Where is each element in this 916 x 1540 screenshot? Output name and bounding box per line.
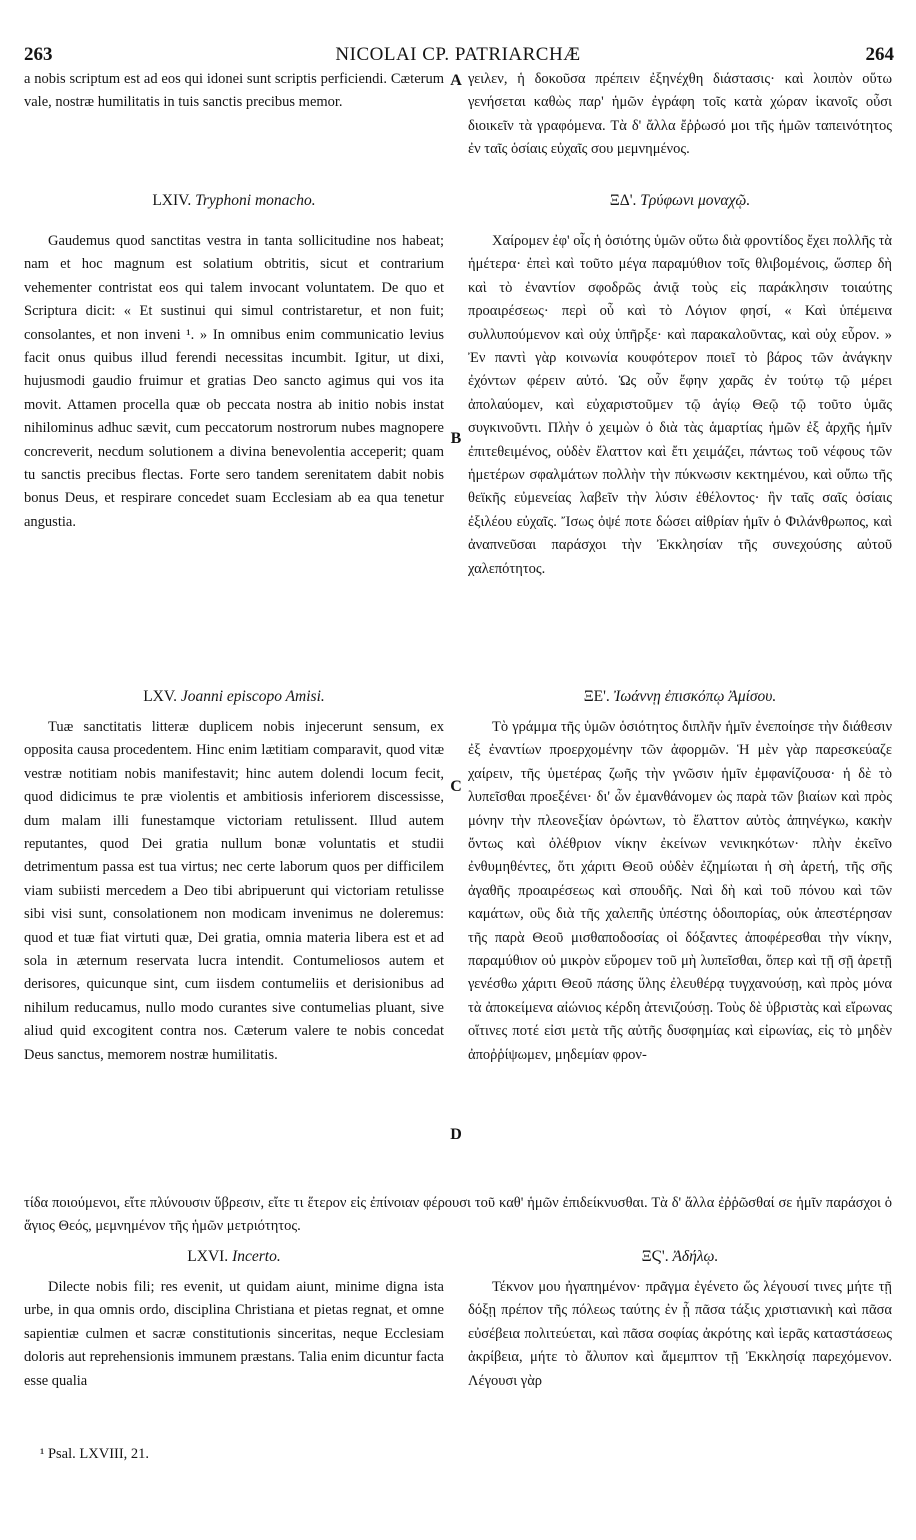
section-addressee: Joanni episcopo Amisi. [180, 688, 325, 705]
latin-paragraph: Dilecte nobis fili; res evenit, ut quidam aiunt, minime digna ista urbe, in qua omnis ordo, disciplina Christiana et pietas regnat, et omne sapientiæ culmen et sacræ constitutionis sinceritas, neque Ecclesiam doloris aut reprehensionis immunem præstans. Talia enim dicuntur facta esse qualia [24, 1279, 444, 1389]
latin-letter-65 [24, 716, 444, 1067]
margin-letter-a: A [450, 72, 462, 89]
margin-letter-b: B [450, 430, 462, 447]
latin-top-continuation [24, 68, 444, 115]
section-number: ΞΕ'. [583, 688, 610, 705]
greek-letter-64 [468, 230, 892, 581]
section-number: LXIV. [152, 192, 192, 209]
section-number: ΞΔ'. [609, 192, 637, 209]
latin-letter-64 [24, 230, 444, 534]
section-heading-latin-65 [24, 688, 444, 706]
left-page-number: 263 [24, 44, 53, 65]
section-number: LXVI. [187, 1248, 229, 1265]
greek-letter-65 [468, 716, 892, 1067]
section-heading-greek-65 [468, 688, 892, 706]
latin-paragraph: Tuæ sanctitatis litteræ duplicem nobis injecerunt sensum, ex opposita causa procedentem. Hinc enim lætitiam comparavit, quod vitæ vestræ notitiam nobis manifestavit; hinc autem dolendi locum fecit, quod didicimus te præ violentis et ambitiosis inferiorem discessisse, dum malam illi funestamque victoriam retulissent. Illud autem reputantes, quod Dei gratia nullum bonæ voluntatis et studii detrimentum passa est tua virtus; nec certe laborum quos per difficilem viam subiisti mercedem a Deo tibi abripuerunt qui victoriam retulisse sibi visi sunt, consolationem non modicam invenimus ne doleremus: quod et tuæ fiat virtuti quæ, Dei gratia, omnia materia libera est et ad sola in æternum reservata lucra intendit. Contumeliosos autem et derisores, quicunque sint, cum iisdem contumeliis et derisionibus ad nihilum reducamus, nullo modo curantes sive contumelias pluant, sive aliud quid excogitent contra nos. Cæterum valere te nobis concedat Deus sanctus, memorem nostræ humilitatis. [24, 719, 444, 1063]
greek-paragraph: Χαίρομεν ἐφ' οἷς ἡ ὁσιότης ὑμῶν οὕτω διὰ φροντίδος ἔχει πολλῆς τὰ ἡμέτερα· ἐπεὶ καὶ τοῦτο μέγα παραμύθιον τοῖς θλιβομένοις, ὥσπερ δὴ καὶ τὸ ἐναντίον σφοδρῶς ἀνιᾷ τοὺς εἰς παράκλησιν τοιαύτης προαιρέσεως· περὶ οὗ καὶ τὸ Λόγιον φησί, « Καὶ ὑπέμεινα συλλυπούμενον καὶ οὐχ ὑπῆρξε· καὶ παρακαλοῦντας, καὶ οὐχ εὗρον. » Ἐν παντὶ γὰρ κοινωνία κουφότερον ποιεῖ τὸ βάρος τῶν ἀνάγκην ἐχόντων φέρειν αὐτό. Ὡς οὖν ἔφην χαρᾶς ἐν τούτῳ τῷ μέρει ἀπολαύομεν, καὶ εὐχαριστοῦμεν τῷ ἁγίῳ Θεῷ τῷ τοῦτο ὑμᾶς συγκινοῦντι. Πλὴν ὁ χειμὼν ὁ διὰ τὰς ἁμαρτίας ἡμῶν ἐξ ἀρχῆς ἡμῖν ἐπιτεθειμένος, οὐδὲν ἔλαττον καὶ ἔτι χειμάζει, πάντως τοῦ νέφους τῶν ἡμετέρων σφαλμάτων πολλὴν τὴν πύκνωσιν κεκτημένου, καὶ οὔπω τῆς θεϊκῆς εὐμενείας λαβεῖν τὴν λύσιν ἐθέλοντος· ἣν ταῖς σαῖς ὁσίαις ἐξιλέου εὐχαῖς. Ἴσως ὀψέ ποτε δώσει αἰθρίαν ἡμῖν ὁ Φιλάνθρωπος, καὶ ἀναπνεῦσαι παράσχοι τὴν Ἐκκλησίαν τῆς συνεχούσης αὐτοῦ χαλεπότητος. [468, 233, 892, 577]
latin-paragraph: a nobis scriptum est ad eos qui idonei sunt scriptis perficiendi. Cæterum vale, nostræ humilitatis in tuis sanctis precibus memor. [24, 71, 444, 111]
running-head: NICOLAI CP. PATRIARCHÆ [335, 44, 581, 65]
greek-full-width-line: τίδα ποιούμενοι, εἴτε πλύνουσιν ὕβρεσιν, εἴτε τι ἕτερον εἰς ἐπίνοιαν φέρουσι τοῦ καθ' ἡμῶν ἐπιδείκνυσθαι. Τὰ δ' ἄλλα ἐῤῥῶσθαί σε ἡμῖν παράσχοι ὁ ἅγιος Θεός, μεμνημένον τῆς ἡμῶν μετριότητος. [24, 1195, 892, 1235]
section-addressee: Τρύφωνι μοναχῷ. [640, 192, 751, 209]
section-heading-greek-64 [468, 192, 892, 210]
margin-letter-d: D [450, 1126, 462, 1143]
greek-paragraph: Τὸ γράμμα τῆς ὑμῶν ὁσιότητος διπλῆν ἡμῖν ἐνεποίησε τὴν διάθεσιν ἐξ ἐναντίων προερχομένην τῶν ἀφορμῶν. Ἡ μὲν γὰρ παρεσκεύαζε χαίρειν, τῆς ὑμετέρας ζωῆς τὴν γνῶσιν ἡμῖν ἐμφανίζουσα· ἡ δὲ τὸ λυπεῖσθαι προεξένει· δι' ὧν ἐμανθάνομεν ὡς παρὰ τῶν βιαίων καὶ πρὸς μόνην τὴν πλεονεξίαν ὁρώντων, τὸ ἔλαττον αὐτὸς ἀπηνέγκω, κακὴν ὄντως καὶ ὀλέθριον νίκην ἐκείνων νενικηκότων· πλὴν ἐκεῖνο ἐνθυμηθέντες, ὅτι χάριτι Θεοῦ οὐδὲν ἐζημίωται ἡ σὴ ἀρετή, τῆς σῆς ἀγαθῆς προαιρέσεως καὶ σπουδῆς. Ναὶ δὴ καὶ τοῦ πόνου καὶ τῶν καμάτων, οὓς διὰ τῆς χαλεπῆς ὑπέστης ὁδοιπορίας, οὐκ ἀπεστέρησαν τῆς παρὰ Θεοῦ μισθαποδοσίας οἱ δόξαντες ἀποφέρεσθαι τὴν νίκην, παραμύθιον οὐ μικρὸν εὕρομεν τοῦ μὴ λυπεῖσθαι, ὅπερ καὶ τῇ σῇ ἀρετῇ γενέσθω χάριτι Θεοῦ πάσης ὕλης ἐλευθέρᾳ τυγχανούσῃ, καὶ πρὸς μόνα τὰ ἀποκείμενα αἰώνιος κέρδη ἀτενιζούσῃ. Τοὺς δὲ ὑβριστὰς καὶ εἴρωνας οἵτινες ποτέ εἰσι μετὰ τῆς αὐτῆς δυσφημίας καὶ εἰρωνίας, εἰς τὸ μηδὲν ἀποῤῥίψωμεν, μηδεμίαν φρον- [468, 719, 892, 1063]
latin-letter-66 [24, 1276, 444, 1393]
greek-letter-66 [468, 1276, 892, 1393]
section-number: ΞϚ'. [641, 1248, 669, 1265]
section-addressee: Ἰωάννῃ ἐπισκόπῳ Ἀμίσου. [613, 688, 777, 705]
right-page-number: 264 [865, 44, 894, 65]
greek-top-continuation [468, 68, 892, 162]
section-addressee: Tryphoni monacho. [195, 192, 316, 209]
section-heading-latin-64 [24, 192, 444, 210]
footnote: ¹ Psal. LXVIII, 21. [40, 1446, 150, 1462]
section-addressee: Incerto. [232, 1248, 281, 1265]
latin-paragraph: Gaudemus quod sanctitas vestra in tanta sollicitudine nos habeat; nam et hoc magnum est solatium obtritis, sicut et contrarium vehementer contristat eos qui talem invocant voluntatem. De quo et Scriptura dicit: « Et sustinui qui simul contristaretur, et non fuit; consolantes, et non inveni ¹. » In omnibus enim communicatio levius facit onus quibus illud ferendi necessitas incumbit. Igitur, ut dixi, hujusmodi gaudio fruimur et gratias Deo sancto agimus qui vos ita movit. Attamen procella quæ ob peccata nostra ab initio nobis instat nihilominus adhuc sævit, cum peccatorum nostrorum nubes magnopere concreverit, necdum solutionem a divina benevolentia acceperit; quam tu sanctis precibus flectas. Forte sero tandem serenitatem dabit nobis bonus Deus, et respirare concedet suam Ecclesiam ab ea qua tenetur angustia. [24, 233, 444, 530]
section-number: LXV. [143, 688, 177, 705]
greek-paragraph: γειλεν, ἡ δοκοῦσα πρέπειν ἐξηνέχθη διάστασις· καὶ λοιπὸν οὕτω γενήσεται καθὼς παρ' ἡμῶν ἐγράφη τοῖς κατὰ χώραν ἱκανοῖς οὖσι διοικεῖν τὰ γραφόμενα. Τὰ δ' ἄλλα ἔῤῥωσό μοι τῆς ἡμῶν ταπεινότητος ἐν ταῖς ὁσίαις εὐχαῖς σου μεμνημένος. [468, 71, 892, 158]
section-addressee: Ἀδήλῳ. [672, 1248, 719, 1265]
section-heading-greek-66 [468, 1248, 892, 1266]
greek-paragraph: Τέκνον μου ἠγαπημένον· πρᾶγμα ἐγένετο ὥς λέγουσί τινες μήτε τῇ δόξῃ πρέπον τῆς πόλεως ταύτης ἐν ᾗ πᾶσα τάξις χριστιανικὴ καὶ πᾶσα εὐσέβεια πολιτεύεται, καὶ πᾶσα σοφίας ἀκρότης καὶ ἱερᾶς καταστάσεως ἀκρίβεια, μήτε τὸ ἄλυπον καὶ ἄμεμπτον τῇ Ἐκκλησίᾳ παρεχόμενον. Λέγουσι γὰρ [468, 1279, 892, 1389]
section-heading-latin-66 [24, 1248, 444, 1266]
margin-letter-c: C [450, 778, 462, 795]
